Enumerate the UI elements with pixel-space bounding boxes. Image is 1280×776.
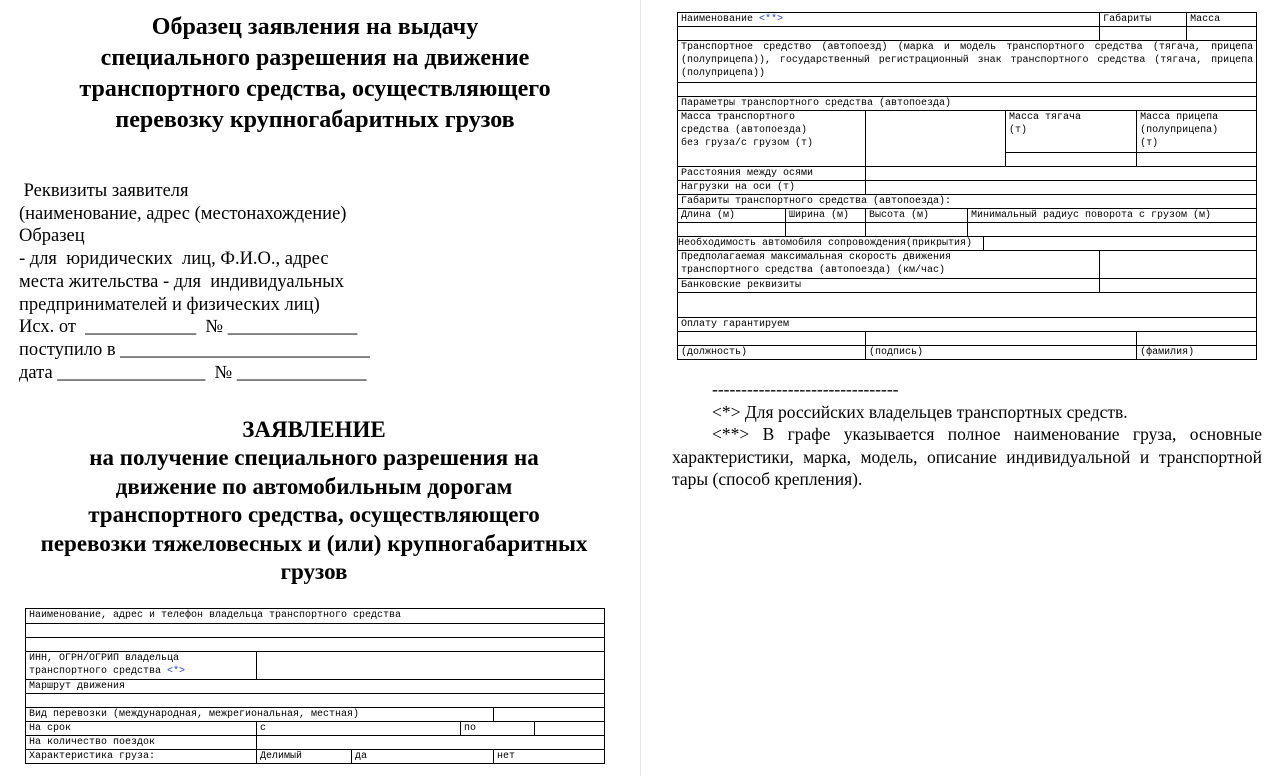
position-label: (должность) bbox=[678, 346, 866, 360]
owner-table bbox=[25, 608, 605, 764]
term-label: На срок bbox=[26, 722, 257, 736]
yes-option[interactable]: да bbox=[352, 750, 494, 764]
vehicle-dimensions-label: Габариты транспортного средства (автопоезда): bbox=[678, 195, 1257, 209]
signature-label: (подпись) bbox=[866, 346, 1137, 360]
dimensions-value[interactable] bbox=[1100, 27, 1187, 41]
max-speed-label: Предполагаемая максимальная скорость движения транспортного средства (автопоезда) (км/час) bbox=[678, 251, 1100, 279]
cargo-vehicle-table bbox=[677, 12, 1257, 360]
inn-value[interactable] bbox=[257, 652, 605, 680]
trailer-mass-value[interactable] bbox=[1137, 153, 1257, 167]
vehicle-mass-label: Масса транспортного средства (автопоезда) без груза/с грузом (т) bbox=[678, 111, 866, 167]
bank-value-2[interactable] bbox=[678, 293, 1257, 318]
payment-label: Оплату гарантируем bbox=[678, 318, 1257, 332]
cargo-name-label: Наименование <**> bbox=[678, 13, 1100, 27]
vehicle-label: Транспортное средство (автопоезд) (марка и модель транспортного средства (тягача, прицепа (полуприцепа)), государственный регистрационный знак транспортного средства (тягача, прицепа (полуприцепа)) bbox=[678, 41, 1257, 83]
mass-value[interactable] bbox=[1187, 27, 1257, 41]
transport-type-value[interactable] bbox=[494, 708, 605, 722]
bank-label: Банковские реквизиты bbox=[678, 279, 1100, 293]
signature-value[interactable] bbox=[866, 332, 1137, 346]
turn-radius-value[interactable] bbox=[968, 223, 1257, 237]
vehicle-params-label: Параметры транспортного средства (автопоезда) bbox=[678, 97, 1257, 111]
height-value[interactable] bbox=[866, 223, 968, 237]
term-to: по bbox=[461, 722, 535, 736]
trips-label: На количество поездок bbox=[26, 736, 257, 750]
cargo-name-value[interactable] bbox=[678, 27, 1100, 41]
route-value[interactable] bbox=[26, 694, 605, 708]
surname-label: (фамилия) bbox=[1137, 346, 1257, 360]
escort-label: Необходимость автомобиля сопровождения(прикрытия) bbox=[678, 237, 984, 251]
route-label: Маршрут движения bbox=[26, 680, 605, 694]
length-value[interactable] bbox=[678, 223, 786, 237]
page-divider bbox=[640, 0, 641, 776]
term-from: с bbox=[257, 722, 461, 736]
axle-load-label: Нагрузки на оси (т) bbox=[678, 181, 866, 195]
turn-radius-label: Минимальный радиус поворота с грузом (м) bbox=[968, 209, 1257, 223]
footnote-1: <*> Для российских владельцев транспортных средств. bbox=[712, 401, 1128, 422]
footnotes bbox=[672, 378, 1262, 491]
vehicle-value[interactable] bbox=[678, 83, 1257, 97]
owner-label: Наименование, адрес и телефон владельца транспортного средства bbox=[26, 609, 605, 624]
cargo-label: Характеристика груза: bbox=[26, 750, 257, 764]
transport-type-label: Вид перевозки (международная, межрегиональная, местная) bbox=[26, 708, 494, 722]
mass-label: Масса bbox=[1187, 13, 1257, 27]
vehicle-mass-value[interactable] bbox=[866, 111, 1006, 167]
inn-label: ИНН, ОГРН/ОГРИП владельца транспортного средства <*> bbox=[26, 652, 257, 680]
length-label: Длина (м) bbox=[678, 209, 786, 223]
dimensions-label: Габариты bbox=[1100, 13, 1187, 27]
height-label: Высота (м) bbox=[866, 209, 968, 223]
axle-load-value[interactable] bbox=[866, 181, 1257, 195]
no-option[interactable]: нет bbox=[494, 750, 605, 764]
footnote-ref-2: <**> bbox=[759, 14, 784, 25]
applicant-requisites: Реквизиты заявителя (наименование, адрес (местонахождение) Образец - для юридических лиц, Ф.И.О., адрес места жительства - для индивидуальных предпринимателей и физических лиц) Исх. от ____________ № ______________ поступило в ___________________________ дата ________________ № ______________ bbox=[19, 181, 370, 383]
trips-value[interactable] bbox=[257, 736, 605, 750]
escort-value[interactable] bbox=[984, 237, 1257, 251]
position-value[interactable] bbox=[678, 332, 866, 346]
footnote-2: <**> В графе указывается полное наименование груза, основные характеристики, марка, модель, описание индивидуальной и транспортной тары (способ крепления). bbox=[672, 424, 1262, 489]
trailer-mass-label: Масса прицепа (полуприцепа) (т) bbox=[1137, 111, 1257, 153]
term-to-value[interactable] bbox=[535, 722, 605, 736]
axle-distance-value[interactable] bbox=[866, 167, 1257, 181]
tractor-mass-label: Масса тягача (т) bbox=[1006, 111, 1137, 153]
statement-title: ЗАЯВЛЕНИЕ на получение специального разрешения на движение по автомобильным дорогам транспортного средства, осуществляющего перевозки тяжеловесных и (или) крупногабаритных грузов bbox=[40, 417, 588, 585]
sample-title: Образец заявления на выдачу специального разрешения на движение транспортного средства, осуществляющего перевозку крупногабаритных грузов bbox=[79, 14, 551, 133]
axle-distance-label: Расстояния между осями bbox=[678, 167, 866, 181]
footnote-ref-1: <*> bbox=[167, 666, 186, 677]
bank-value[interactable] bbox=[1100, 279, 1257, 293]
max-speed-value[interactable] bbox=[1100, 251, 1257, 279]
tractor-mass-value[interactable] bbox=[1006, 153, 1137, 167]
width-label: Ширина (м) bbox=[786, 209, 866, 223]
owner-value[interactable] bbox=[26, 624, 605, 638]
width-value[interactable] bbox=[786, 223, 866, 237]
divisible-label: Делимый bbox=[257, 750, 352, 764]
footnote-separator: -------------------------------- bbox=[712, 379, 899, 399]
surname-value[interactable] bbox=[1137, 332, 1257, 346]
owner-value-2[interactable] bbox=[26, 638, 605, 652]
